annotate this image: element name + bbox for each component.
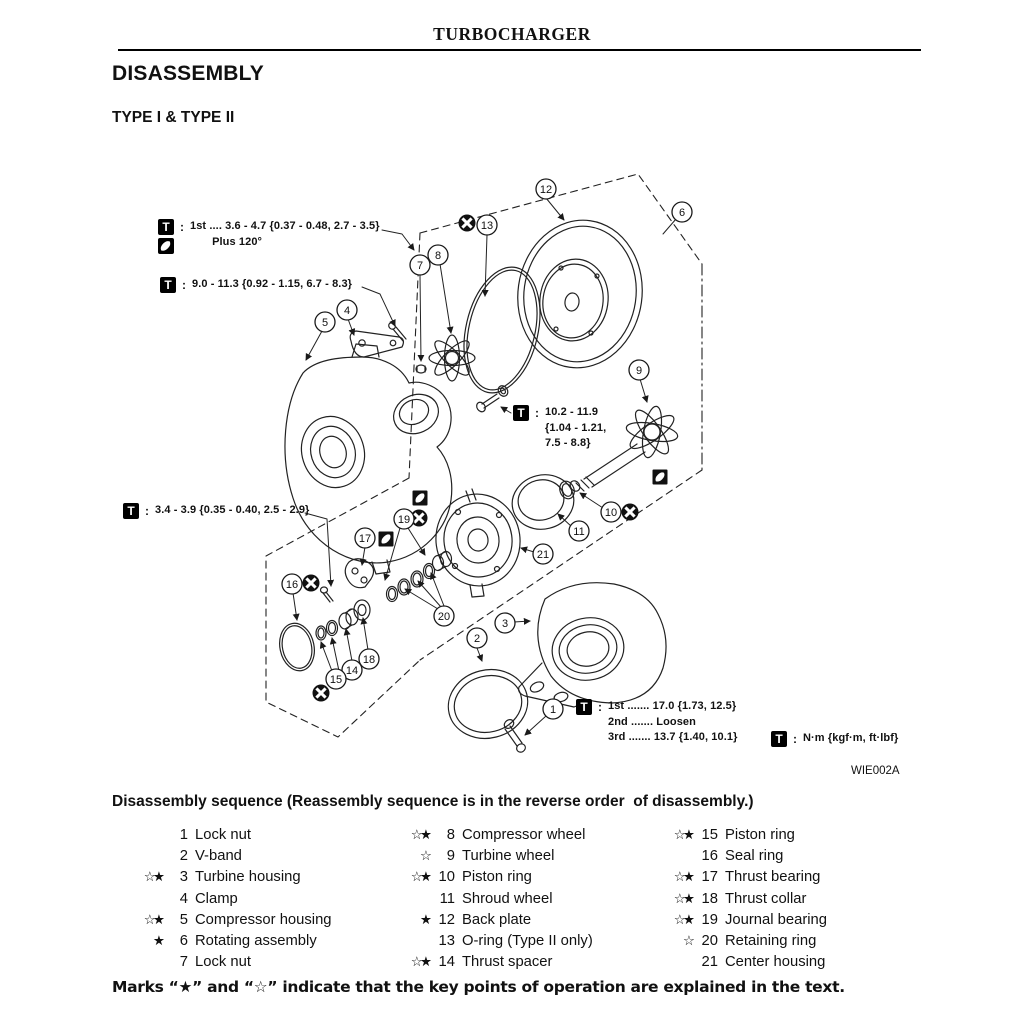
part-marks: ☆★ xyxy=(673,869,692,886)
torque-unit-label: N·m {kgf·m, ft·lbf} xyxy=(803,732,899,744)
callout-number: 21 xyxy=(536,548,550,561)
part-marks: ★ xyxy=(419,911,429,928)
part-name: Lock nut xyxy=(195,954,251,971)
callout-number: 8 xyxy=(434,249,442,262)
part-marks: ☆★ xyxy=(143,869,162,886)
section-title: DISASSEMBLY xyxy=(112,62,264,85)
torque-value-line: 1st .... 3.6 - 4.7 {0.37 - 0.48, 2.7 - 3.5} xyxy=(190,220,380,232)
part-name: Compressor wheel xyxy=(462,827,586,843)
part-name: O-ring (Type II only) xyxy=(462,932,593,949)
callout-number: 14 xyxy=(345,664,359,677)
torque-spec-clamp-bolt xyxy=(160,277,352,293)
part-item xyxy=(118,889,385,910)
torque-value-line: Plus 120° xyxy=(190,235,263,248)
parts-column-2 xyxy=(385,825,648,973)
callout-number: 2 xyxy=(473,632,481,645)
part-number: 16 xyxy=(701,848,718,865)
part-number: 12 xyxy=(438,911,455,928)
part-number: 7 xyxy=(179,954,188,971)
part-item xyxy=(648,825,908,846)
figure-code: WIE002A xyxy=(851,765,900,777)
part-number: 14 xyxy=(438,954,455,971)
torque-value-line: 9.0 - 11.3 {0.92 - 1.15, 6.7 - 8.3} xyxy=(192,278,353,290)
part-item xyxy=(385,889,648,910)
spec-colon: : xyxy=(535,406,539,420)
part-marks xyxy=(385,889,433,910)
part-number: 19 xyxy=(701,911,718,928)
part-item xyxy=(648,867,908,888)
part-number: 15 xyxy=(701,827,718,843)
part-name: Retaining ring xyxy=(725,932,817,949)
part-item xyxy=(118,846,385,867)
parts-column-1 xyxy=(118,825,385,973)
torque-icon: T xyxy=(513,405,529,421)
part-name: Thrust collar xyxy=(725,890,807,907)
part-name: Clamp xyxy=(195,890,238,907)
torque-unit-legend xyxy=(771,731,898,747)
callout-number: 12 xyxy=(539,183,553,196)
part-number: 21 xyxy=(701,954,718,971)
part-marks xyxy=(118,846,166,867)
parts-column-3 xyxy=(648,825,908,973)
part-name: Center housing xyxy=(725,954,826,971)
torque-value-line: 2nd ....... Loosen xyxy=(608,715,696,728)
torque-value-line: 1st ....... 17.0 {1.73, 12.5} xyxy=(608,700,737,712)
part-item xyxy=(385,931,648,952)
part-item xyxy=(385,825,648,846)
part-name: Back plate xyxy=(462,911,532,928)
spec-colon: : xyxy=(182,278,186,292)
callout-number: 1 xyxy=(549,703,557,716)
callout-number: 7 xyxy=(416,259,424,272)
part-item xyxy=(648,889,908,910)
callout-number: 3 xyxy=(501,617,509,630)
part-number: 4 xyxy=(179,890,188,907)
part-item xyxy=(385,846,648,867)
part-marks xyxy=(385,931,433,952)
callout-number: 18 xyxy=(362,653,376,666)
part-name: Turbine housing xyxy=(195,869,301,886)
torque-icon: T xyxy=(160,277,176,293)
marks-footnote: Marks “★” and “☆” indicate that the key points of operation are explained in the text. xyxy=(112,978,845,996)
torque-icon: T xyxy=(576,699,592,715)
callout-number: 19 xyxy=(397,513,411,526)
callout-number: 9 xyxy=(635,364,643,377)
part-number: 2 xyxy=(179,848,188,865)
part-item xyxy=(648,952,908,973)
part-marks: ☆★ xyxy=(410,827,429,843)
spec-colon: : xyxy=(145,504,149,518)
part-item xyxy=(648,931,908,952)
callout-number: 17 xyxy=(358,532,372,545)
part-name: V-band xyxy=(195,848,242,865)
part-marks: ☆ xyxy=(682,932,692,949)
torque-value-line: 3.4 - 3.9 {0.35 - 0.40, 2.5 - 2.9} xyxy=(155,504,310,516)
part-marks: ★ xyxy=(152,932,162,949)
part-number: 10 xyxy=(438,869,455,886)
part-marks xyxy=(648,846,696,867)
torque-spec-bearing-retainer xyxy=(123,503,309,519)
part-name: Rotating assembly xyxy=(195,932,317,949)
part-number: 6 xyxy=(179,932,188,949)
callout-number: 6 xyxy=(678,206,686,219)
spec-colon: : xyxy=(793,732,797,746)
torque-value-line: 3rd ....... 13.7 {1.40, 10.1} xyxy=(608,731,738,743)
callout-number: 13 xyxy=(480,219,494,232)
part-item xyxy=(118,867,385,888)
part-number: 13 xyxy=(438,932,455,949)
part-name: Turbine wheel xyxy=(462,848,555,865)
part-item xyxy=(648,846,908,867)
part-marks: ☆ xyxy=(419,848,429,865)
part-marks xyxy=(648,952,696,973)
part-marks: ☆★ xyxy=(673,911,692,928)
page-header-title: TURBOCHARGER xyxy=(433,24,591,44)
torque-value-line: 10.2 - 11.9 xyxy=(545,406,599,418)
part-number: 17 xyxy=(701,869,718,886)
sequence-heading: Disassembly sequence (Reassembly sequence is in the reverse order of disassembly.) xyxy=(112,793,754,810)
part-number: 3 xyxy=(179,869,188,886)
torque-icon: T xyxy=(771,731,787,747)
part-item xyxy=(385,910,648,931)
part-item xyxy=(118,825,385,846)
part-marks: ☆★ xyxy=(410,869,429,886)
torque-value-line: {1.04 - 1.21, xyxy=(545,421,607,434)
part-marks: ☆★ xyxy=(673,890,692,907)
torque-values xyxy=(190,219,380,250)
torque-values xyxy=(608,699,737,746)
part-item xyxy=(648,910,908,931)
callout-number: 20 xyxy=(437,610,451,623)
part-name: Piston ring xyxy=(725,827,795,843)
part-number: 9 xyxy=(446,848,455,865)
callout-number: 5 xyxy=(321,316,329,329)
callout-number: 10 xyxy=(604,506,618,519)
callout-number: 16 xyxy=(285,578,299,591)
part-number: 5 xyxy=(179,911,188,928)
part-number: 8 xyxy=(446,827,455,843)
torque-values xyxy=(545,405,606,452)
part-number: 20 xyxy=(701,932,718,949)
torque-spec-turbine-vband-nut xyxy=(576,699,737,746)
part-item xyxy=(118,952,385,973)
part-name: Shroud wheel xyxy=(462,890,553,907)
callout-number: 11 xyxy=(573,525,585,538)
subsection-title: TYPE I & TYPE II xyxy=(112,109,235,126)
torque-values xyxy=(192,277,352,293)
torque-icon: T xyxy=(158,219,174,235)
part-item xyxy=(118,931,385,952)
part-number: 11 xyxy=(439,890,455,907)
spec-colon: : xyxy=(598,700,602,714)
part-name: Compressor housing xyxy=(195,911,332,928)
part-number: 18 xyxy=(701,890,718,907)
part-marks xyxy=(118,825,166,846)
part-name: Lock nut xyxy=(195,827,251,843)
part-name: Piston ring xyxy=(462,869,532,886)
part-marks xyxy=(118,889,166,910)
part-marks: ☆★ xyxy=(410,954,429,971)
part-number: 1 xyxy=(179,827,188,843)
part-marks: ☆★ xyxy=(673,827,692,843)
parts-list xyxy=(118,825,918,973)
torque-values xyxy=(155,503,309,519)
part-item xyxy=(385,952,648,973)
torque-icon: T xyxy=(123,503,139,519)
part-name: Thrust bearing xyxy=(725,869,821,886)
part-name: Seal ring xyxy=(725,848,784,865)
torque-value-line: 7.5 - 8.8} xyxy=(545,437,591,449)
torque-spec-impeller-locknut xyxy=(513,405,606,452)
part-item xyxy=(385,867,648,888)
part-marks xyxy=(118,952,166,973)
part-marks: ☆★ xyxy=(143,911,162,928)
spec-colon: : xyxy=(180,220,184,234)
part-name: Thrust spacer xyxy=(462,954,553,971)
oil-icon xyxy=(158,238,174,254)
callout-number: 15 xyxy=(329,673,343,686)
part-name: Journal bearing xyxy=(725,911,828,928)
torque-spec-shaft-locknut-angle xyxy=(158,219,380,254)
part-item xyxy=(118,910,385,931)
callout-number: 4 xyxy=(343,304,351,317)
